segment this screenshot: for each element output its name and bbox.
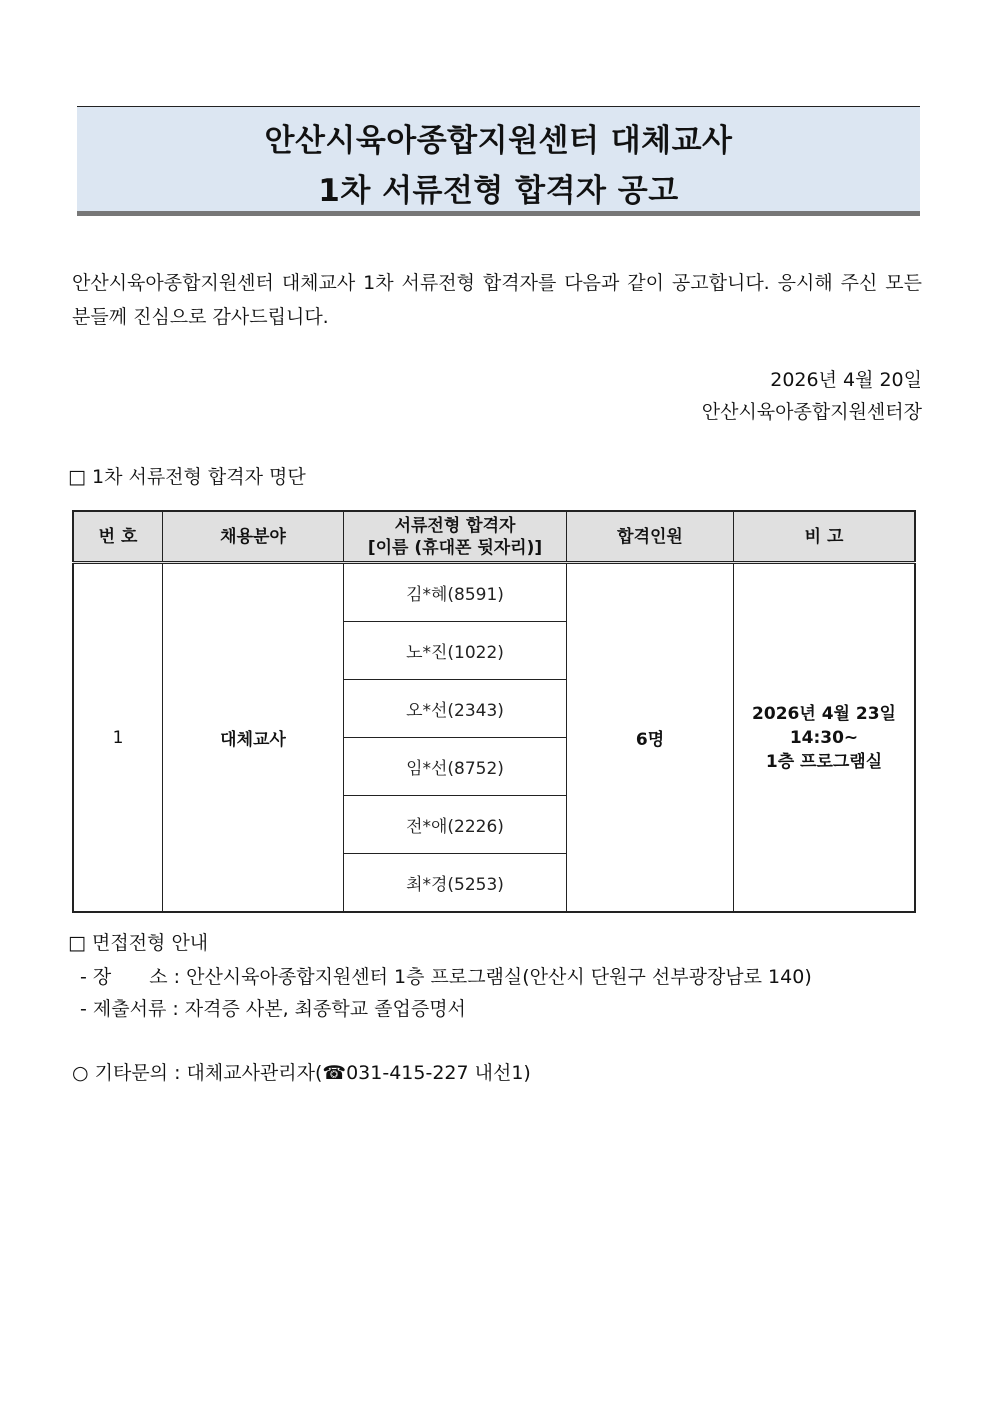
title-banner	[77, 106, 920, 216]
cell-passer-name: 오*선(2343)	[344, 680, 567, 738]
cell-passer-name: 임*선(8752)	[344, 738, 567, 796]
section-heading-interview: □ 면접전형 안내	[68, 932, 209, 954]
note-place: 1층 프로그램실	[765, 751, 883, 772]
passers-table	[72, 510, 916, 913]
title-line-1: 안산시육아종합지원센터 대체교사	[264, 123, 733, 159]
header-count: 합격인원	[567, 511, 734, 563]
table-header-row	[73, 511, 915, 563]
contact-info: ○ 기타문의 : 대체교사관리자(☎031-415-227 내선1)	[72, 1062, 531, 1084]
header-no: 번 호	[73, 511, 163, 563]
issuer: 안산시육아종합지원센터장	[701, 401, 922, 423]
header-passers	[344, 511, 567, 563]
section-heading-passers: □ 1차 서류전형 합격자 명단	[68, 466, 306, 488]
table-row	[73, 563, 915, 622]
cell-passer-name: 노*진(1022)	[344, 622, 567, 680]
header-note: 비 고	[734, 511, 916, 563]
cell-passer-name: 전*애(2226)	[344, 796, 567, 854]
cell-field: 대체교사	[163, 563, 344, 913]
intro-paragraph: 안산시육아종합지원센터 대체교사 1차 서류전형 합격자를 다음과 같이 공고합니다. 응시해 주신 모든 분들께 진심으로 감사드립니다.	[72, 272, 922, 328]
note-time: 14:30~	[789, 727, 859, 748]
cell-no: 1	[73, 563, 163, 913]
header-passers-line2: [이름 (휴대폰 뒷자리)]	[367, 537, 543, 558]
note-date: 2026년 4월 23일	[752, 703, 896, 724]
cell-passer-name: 최*경(5253)	[344, 854, 567, 913]
header-field: 채용분야	[163, 511, 344, 563]
header-passers-line1: 서류전형 합격자	[394, 515, 516, 536]
title-line-2: 1차 서류전형 합격자 공고	[318, 173, 679, 209]
cell-note	[734, 563, 916, 913]
cell-passer-name: 김*혜(8591)	[344, 563, 567, 622]
interview-place: - 장 소 : 안산시육아종합지원센터 1층 프로그램실(안산시 단원구 선부광장남로 140)	[80, 966, 812, 988]
announcement-date: 2026년 4월 20일	[770, 369, 922, 391]
cell-count: 6명	[567, 563, 734, 913]
interview-documents: - 제출서류 : 자격증 사본, 최종학교 졸업증명서	[80, 998, 466, 1020]
